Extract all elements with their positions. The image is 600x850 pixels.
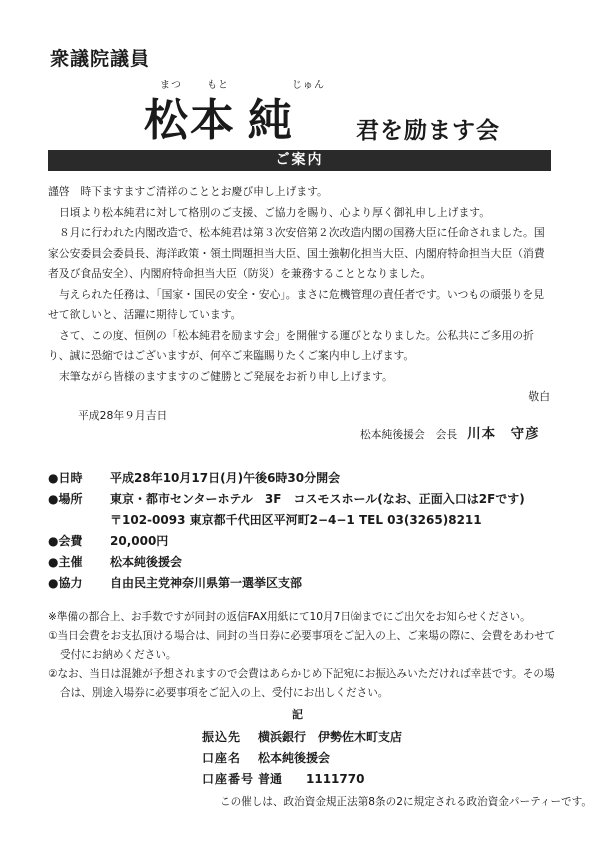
- bank-info: [202, 727, 402, 790]
- bank-value: 横浜銀行 伊勢佐木町支店: [258, 730, 403, 744]
- detail-label: ●協力: [48, 576, 83, 590]
- detail-label: ●場所: [48, 492, 83, 506]
- detail-row-support: [48, 573, 525, 594]
- sender-line: [360, 422, 540, 442]
- bank-row-dest: [202, 727, 402, 748]
- body-paragraph: 日頃より松本純君に対して格別のご支援、ご協力を賜り、心より厚く御礼申し上げます。: [59, 205, 491, 219]
- bank-label: 振込先: [202, 730, 242, 744]
- body-paragraph: 与えられた任務は、「国家・国民の安全・安心」。まさに危機管理の責任者です。いつもの頑張りを見せて欲しいと、活躍に期待しています。: [48, 287, 544, 321]
- body-paragraph: 末筆ながら皆様のますますのご健勝とご発展をお祈り申し上げます。: [59, 369, 393, 383]
- detail-value: 平成28年10月17日(月)午後6時30分開会: [110, 471, 341, 485]
- detail-label: ●日時: [48, 471, 83, 485]
- ruby-jun: じゅん: [292, 80, 325, 91]
- letter-date: 平成28年９月吉日: [78, 409, 168, 422]
- body-paragraph: 謹啓 時下ますますご清祥のこととお慶び申し上げます。: [48, 185, 328, 198]
- detail-row-fee: [48, 531, 525, 552]
- section-band: ご案内: [48, 150, 551, 171]
- ki-heading: 記: [292, 708, 303, 721]
- bank-row-number: [202, 769, 402, 790]
- president-name: 川本 守彦: [467, 426, 540, 442]
- bank-label: 口座番号: [202, 772, 255, 786]
- note-item: ※準備の都合上、お手数ですが同封の返信FAX用紙にて10月7日㈮までにご出欠をお知らせください。: [48, 611, 531, 623]
- detail-value: 〒102-0093 東京都千代田区平河町2−4−1 TEL 03(3265)8211: [110, 513, 482, 527]
- detail-value: 20,000円: [110, 534, 169, 548]
- bank-value: 普通 1111770: [258, 772, 365, 786]
- body-paragraph: さて、この度、恒例の「松本純君を励ます会」を開催する運びとなりました。公私共にご多用の折り、誠に恐縮ではございますが、何卒ご来臨賜りたくご案内申し上げます。: [48, 328, 534, 362]
- detail-row-address: [48, 510, 525, 531]
- detail-label: ●会費: [48, 534, 83, 548]
- ruby-matsu: まつ: [160, 80, 182, 91]
- org-title: 衆議院議員: [50, 48, 151, 70]
- event-title-suffix: 君を励ます会: [356, 118, 500, 144]
- bank-value: 松本純後援会: [258, 751, 331, 765]
- detail-row-place: [48, 489, 525, 510]
- detail-row-datetime: [48, 468, 525, 489]
- detail-value: 東京・都市センターホテル 3F コスモスホール(なお、正面入口は2Fです): [110, 492, 525, 506]
- closing-word: 敬白: [528, 390, 550, 403]
- bank-row-name: [202, 748, 402, 769]
- ruby-moto: もと: [207, 80, 229, 91]
- footer-note: この催しは、政治資金規正法第8条の2に規定される政治資金パーティーです。: [220, 796, 592, 808]
- detail-label: ●主催: [48, 555, 83, 569]
- given-name: 純: [248, 95, 294, 146]
- detail-row-host: [48, 552, 525, 573]
- association-label: 松本純後援会 会長: [360, 428, 458, 441]
- detail-value: 自由民主党神奈川県第一選挙区支部: [110, 576, 303, 590]
- event-details: [48, 468, 525, 594]
- bank-label: 口座名: [202, 751, 242, 765]
- notes: [48, 608, 558, 703]
- family-name: 松本: [144, 95, 236, 146]
- detail-value: 松本純後援会: [110, 555, 183, 569]
- note-item: ①当日会費をお支払頂ける場合は、同封の当日券に必要事項をご記入の上、ご来場の際に、会費をあわせて受付にお納めください。: [48, 630, 556, 661]
- note-item: ②なお、当日は混雑が予想されますので会費はあらかじめ下記宛にお振込みいただければ幸甚です。その場合は、別途入場券に必要事項をご記入の上、受付にお出しください。: [48, 668, 555, 699]
- letter-body: [48, 182, 553, 387]
- body-paragraph: ８月に行われた内閣改造で、松本純君は第３次安倍第２次改造内閣の国務大臣に任命されました。国家公安委員会委員長、海洋政策・領土問題担当大臣、国土強靭化担当大臣、内閣府特命担当大臣（消費者及び食品安全）、内閣府特命担当大臣（防災）を兼務することとなりました。: [48, 226, 545, 280]
- candidate-name: [144, 84, 294, 148]
